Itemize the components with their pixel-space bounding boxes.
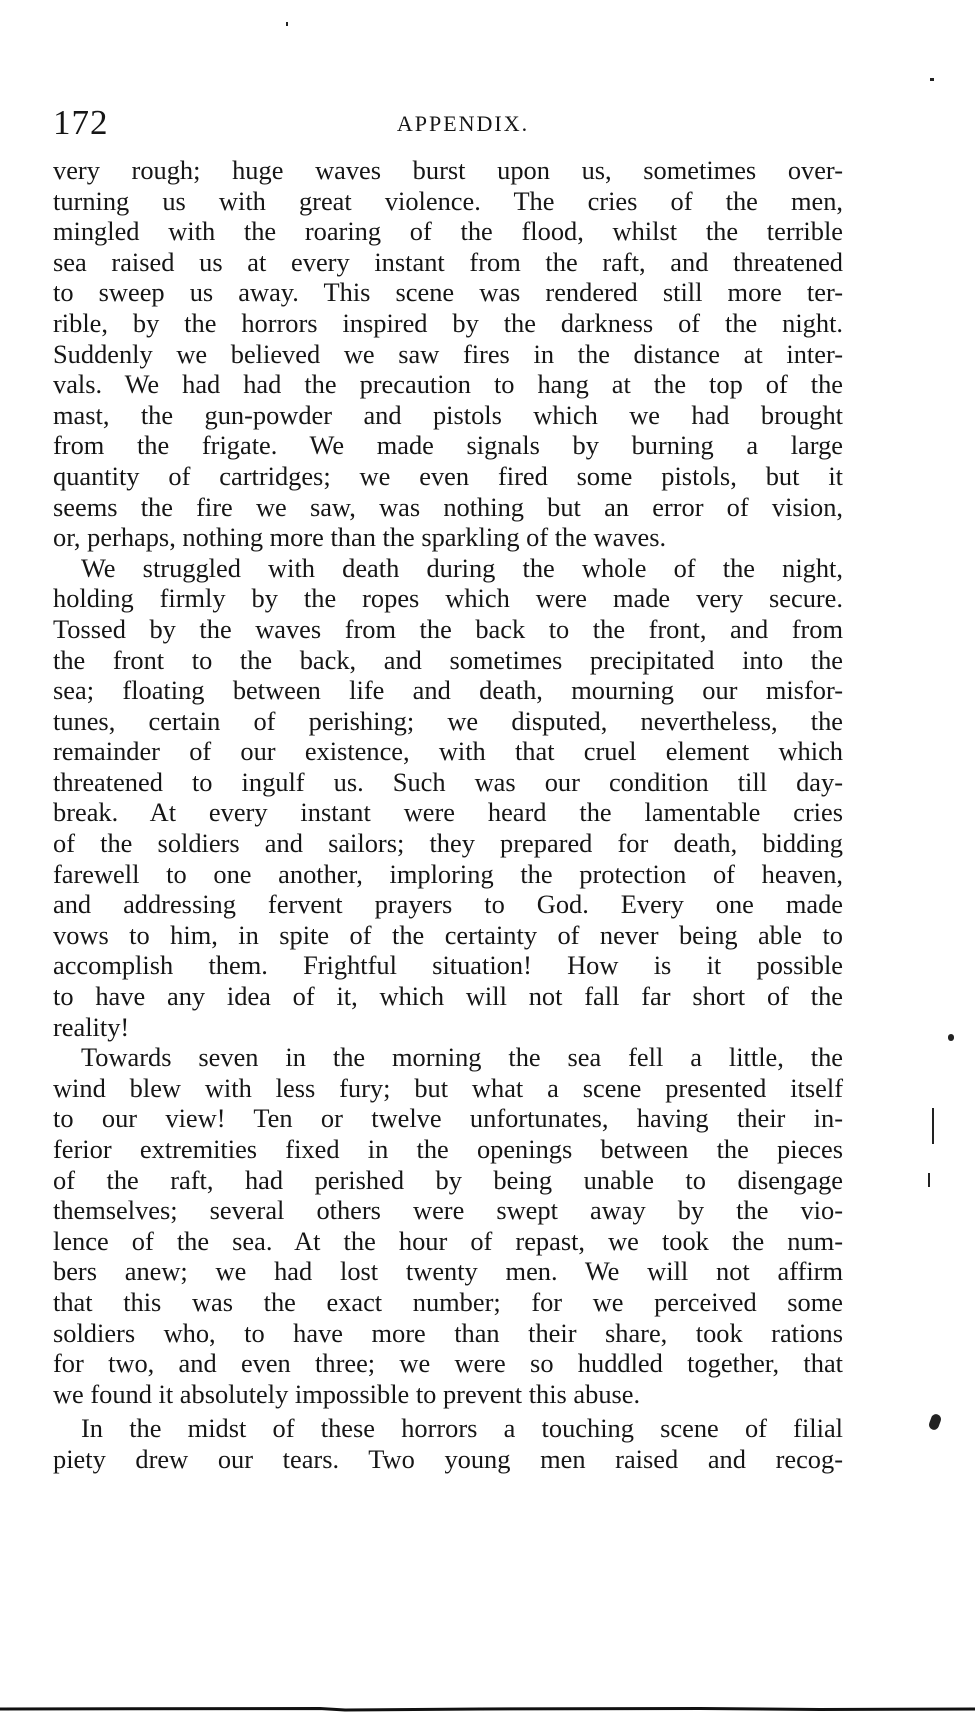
text-line: to have any idea of it, which will not fall far short of the (53, 981, 843, 1012)
text-line: wind blew with less fury; but what a scene presented itself (53, 1072, 843, 1103)
text-line: mast, the gun-powder and pistols which we had brought (53, 399, 843, 430)
text-line: rible, by the horrors inspired by the darkness of the night. (53, 307, 843, 338)
text-line: we found it absolutely impossible to prevent this abuse. (53, 1378, 641, 1409)
text-line: sea raised us at every instant from the raft, and threatened (53, 246, 843, 277)
text-line: or, perhaps, nothing more than the sparkling of the waves. (53, 522, 667, 553)
text-line: and addressing fervent prayers to God. Every one made (53, 889, 843, 920)
text-line: We struggled with death during the whole of the night, (81, 552, 843, 583)
text-line: holding firmly by the ropes which were made very secure. (53, 583, 843, 614)
margin-speck (286, 22, 288, 26)
text-line: piety drew our tears. Two young men raised and recog- (53, 1443, 843, 1474)
paragraph (53, 1413, 843, 1474)
running-head: APPENDIX. (396, 111, 530, 136)
margin-speck (948, 1034, 954, 1041)
text-line: turning us with great violence. The cries of the men, (53, 185, 843, 216)
text-line: quantity of cartridges; we even fired some pistols, but it (53, 460, 843, 491)
text-line: to our view! Ten or twelve unfortunates, having their in- (53, 1103, 843, 1134)
paragraph (53, 155, 843, 553)
text-line: from the frigate. We made signals by burning a large (53, 430, 843, 461)
text-line: Towards seven in the morning the sea fell a little, the (81, 1042, 843, 1073)
text-line: Suddenly we believed we saw fires in the distance at inter- (53, 338, 843, 369)
margin-speck (928, 1413, 943, 1431)
text-line: accomplish them. Frightful situation! How is it possible (53, 950, 843, 981)
text-line: remainder of our existence, with that cruel element which (53, 736, 843, 767)
text-line: vows to him, in spite of the certainty of never being able to (53, 919, 843, 950)
text-line: bers anew; we had lost twenty men. We will not affirm (53, 1256, 843, 1287)
text-line: very rough; huge waves burst upon us, sometimes over- (53, 155, 843, 185)
text-line: vals. We had had the precaution to hang at the top of the (53, 369, 843, 400)
text-line: the front to the back, and sometimes precipitated into the (53, 644, 843, 675)
paragraph (53, 553, 843, 1043)
text-line: farewell to one another, imploring the protection of heaven, (53, 858, 843, 889)
margin-speck (928, 1173, 930, 1187)
text-line: seems the fire we saw, was nothing but an error of vision, (53, 491, 843, 522)
page-number: 172 (53, 103, 109, 142)
text-line: mingled with the roaring of the flood, whilst the terrible (53, 216, 843, 247)
paragraph (53, 1042, 843, 1409)
text-line: Tossed by the waves from the back to the front, and from (53, 613, 843, 644)
text-line: for two, and even three; we were so huddled together, that (53, 1348, 843, 1379)
text-line: soldiers who, to have more than their share, took rations (53, 1317, 843, 1348)
text-line: In the midst of these horrors a touching scene of filial (81, 1413, 843, 1444)
text-line: themselves; several others were swept away by the vio- (53, 1195, 843, 1226)
text-line: tunes, certain of perishing; we disputed, nevertheless, the (53, 705, 843, 736)
text-line: of the soldiers and sailors; they prepared for death, bidding (53, 828, 843, 859)
text-line: break. At every instant were heard the lamentable cries (53, 797, 843, 828)
text-line: ferior extremities fixed in the openings between the pieces (53, 1134, 843, 1164)
text-line: reality! (53, 1011, 130, 1042)
text-line: that this was the exact number; for we perceived some (53, 1286, 843, 1317)
margin-speck (932, 1108, 934, 1144)
text-line: threatened to ingulf us. Such was our condition till day- (53, 766, 843, 797)
body-text (53, 155, 843, 1475)
bottom-rule (0, 1706, 975, 1712)
text-line: of the raft, had perished by being unable to disengage (53, 1164, 843, 1195)
text-line: lence of the sea. At the hour of repast, we took the num- (53, 1225, 843, 1256)
text-line: sea; floating between life and death, mourning our misfor- (53, 675, 843, 706)
text-line: to sweep us away. This scene was rendered still more ter- (53, 277, 843, 308)
page-header (53, 103, 843, 143)
margin-speck (930, 78, 934, 81)
